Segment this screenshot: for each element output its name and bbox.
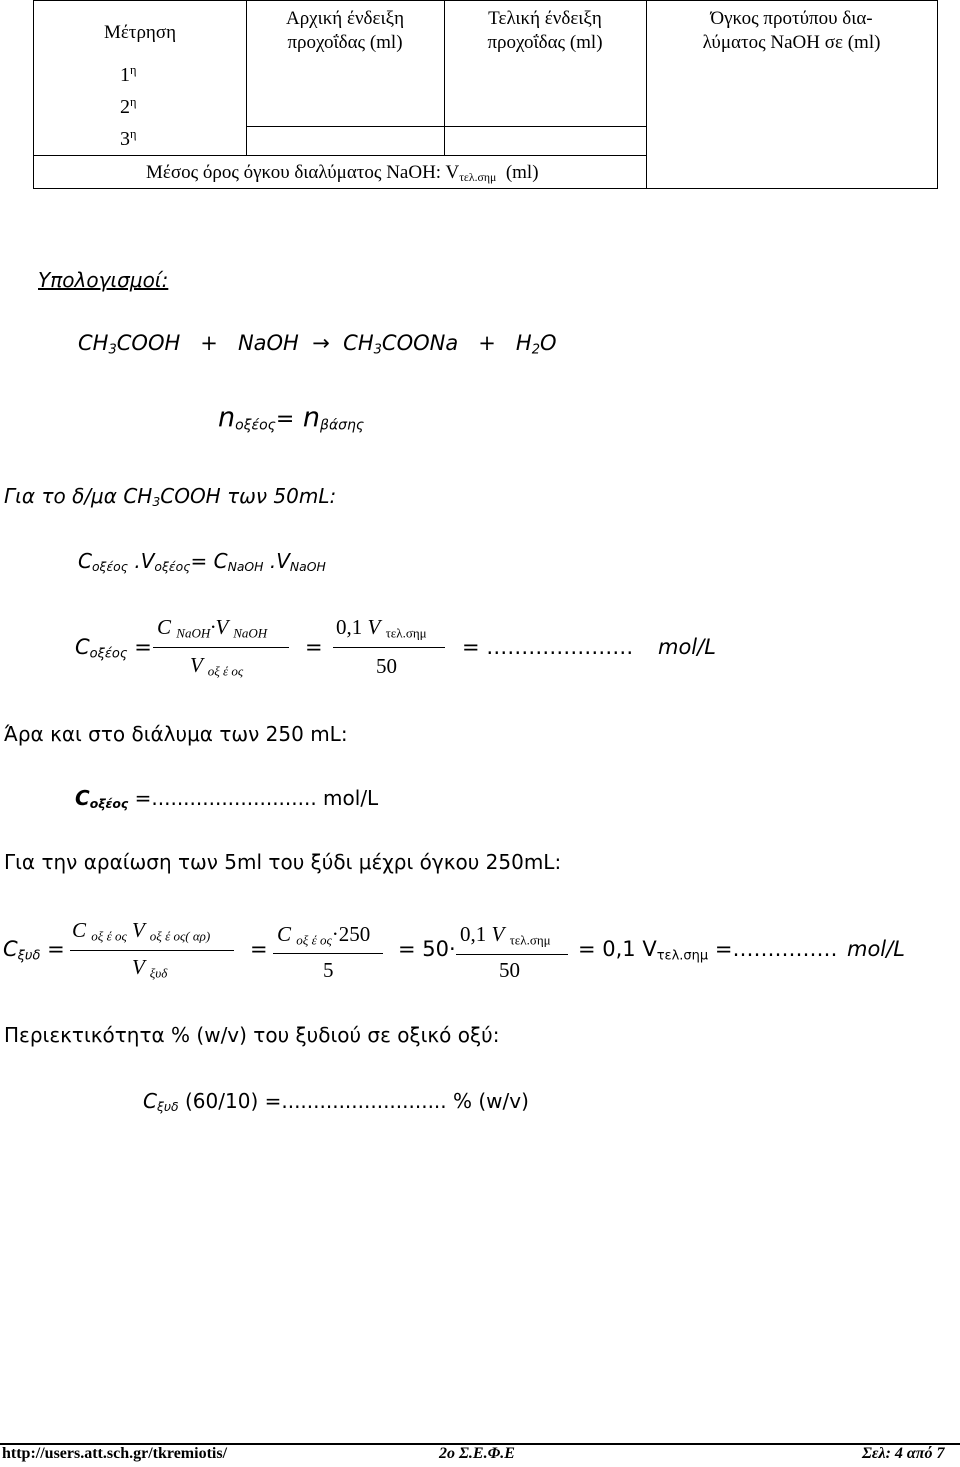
mole-equality: $n_{o\xi έo\varsigma}= n_{\beta ά\sigma\eta\varsigma}$ xyxy=(218,402,365,434)
row-label-1: $1^\eta$ xyxy=(120,63,137,86)
fraction-denominator-4: 5 xyxy=(323,958,334,982)
fraction-numerator-2: 0,1 V $_{\tau\varepsilon\lambda.\sigma\eta\mu}$ xyxy=(336,615,427,641)
footer-center: 2ο Σ.Ε.Φ.Ε xyxy=(439,1445,515,1462)
solution-250-label: Άρα και στο διάλυμα των 250 mL: xyxy=(4,722,348,746)
solution-50-label: Για το δ/μα $CH_3COOH$ των 50mL: xyxy=(4,484,337,510)
fraction-numerator: C $_{NaOH}$·V $_{NaOH}$ xyxy=(157,615,268,641)
fraction-numerator-5: 0,1 V $_{\tau\varepsilon\lambda.\sigma\eta\mu}$ xyxy=(460,922,551,948)
equals: = xyxy=(305,635,323,659)
fraction-numerator-3: C $_{o\xi έ o\varsigma}$ V $_{o\xi έ o\varsigma( \alpha\rho)}$ xyxy=(72,918,211,944)
fraction-denominator-5: 50 xyxy=(499,958,520,982)
header-final: Τελική ένδειξη προχοΐδας (ml) xyxy=(487,8,603,53)
c-acid-lhs: $C_{o\xi έo\varsigma}$ = xyxy=(75,635,152,662)
unit-mol-l: mol/L xyxy=(847,937,905,961)
c-vinegar-lhs: $C_{\xi\upsilon\delta}$ = xyxy=(3,937,65,964)
equals: = xyxy=(250,937,268,961)
table-divider xyxy=(34,155,646,156)
header-measurement: Μέτρηση xyxy=(103,22,177,43)
fraction-bar-2 xyxy=(333,647,445,648)
fraction-bar xyxy=(153,647,289,648)
measurement-table xyxy=(33,0,938,189)
unit-mol-l: mol/L xyxy=(658,635,716,659)
footer-url[interactable]: http://users.att.sch.gr/tkremiotis/ xyxy=(2,1445,228,1462)
multiplier: = 50· xyxy=(398,937,456,961)
result-expression: = 0,1 $V_{\tau\varepsilon\lambda.\sigma\eta\mu}$ =…………… xyxy=(578,937,838,964)
fraction-bar-3 xyxy=(70,950,234,951)
dilution-label: Για την αραίωση των 5ml του ξύδι μέχρι όγκου 250mL: xyxy=(4,850,562,874)
reaction-equation: $CH_3COOH$ + NaOH → $CH_3COONa$ + $H_2O$ xyxy=(78,331,557,358)
fraction-denominator-3: V $_{\xi\upsilon\delta}$ xyxy=(132,955,168,981)
fraction-denominator-2: 50 xyxy=(376,654,397,678)
header-initial: Αρχική ένδειξη προχοΐδας (ml) xyxy=(285,8,405,53)
cv-equation: $C_{o\xi έo\varsigma}$ $.V_{o\xi έo\varsigma}= C_{NaOH}$ $.V_{NaOH}$ xyxy=(78,549,326,575)
footer-page-number: Σελ: 4 από 7 xyxy=(862,1445,945,1462)
c-acid-250: $C_{o\xi έo\varsigma}$ =.......................... mol/L xyxy=(75,786,379,812)
header-volume: Όγκος προτύπου δια- λύματος NaOH σε (ml) xyxy=(702,8,881,53)
fraction-bar-4 xyxy=(273,953,383,954)
mean-volume-label: Μέσος όρος όγκου διαλύματος NaOH: $V_{\tau\varepsilon\lambda.\sigma\eta\mu}$ (ml) xyxy=(146,162,539,184)
row-label-3: $3^\eta$ xyxy=(120,127,137,150)
result-blank: = ………………… xyxy=(462,635,634,659)
calculations-heading: Υπολογισμοί: xyxy=(38,268,169,292)
fraction-numerator-4: C $_{o\xi έ o\varsigma}$·250 xyxy=(277,922,371,948)
percent-heading: Περιεκτικότητα % (w/v) του ξυδιού σε οξικό οξύ: xyxy=(4,1023,500,1047)
reaction-arrow-icon: → xyxy=(312,331,330,355)
fraction-denominator: V $_{o\xi έ o\varsigma}$ xyxy=(190,653,244,679)
fraction-bar-5 xyxy=(456,954,568,955)
table-divider xyxy=(246,126,646,127)
percent-formula: $C_{\xi\upsilon\delta}$ (60/10) =.......................... % (w/v) xyxy=(143,1089,529,1115)
row-label-2: $2^\eta$ xyxy=(120,95,137,118)
